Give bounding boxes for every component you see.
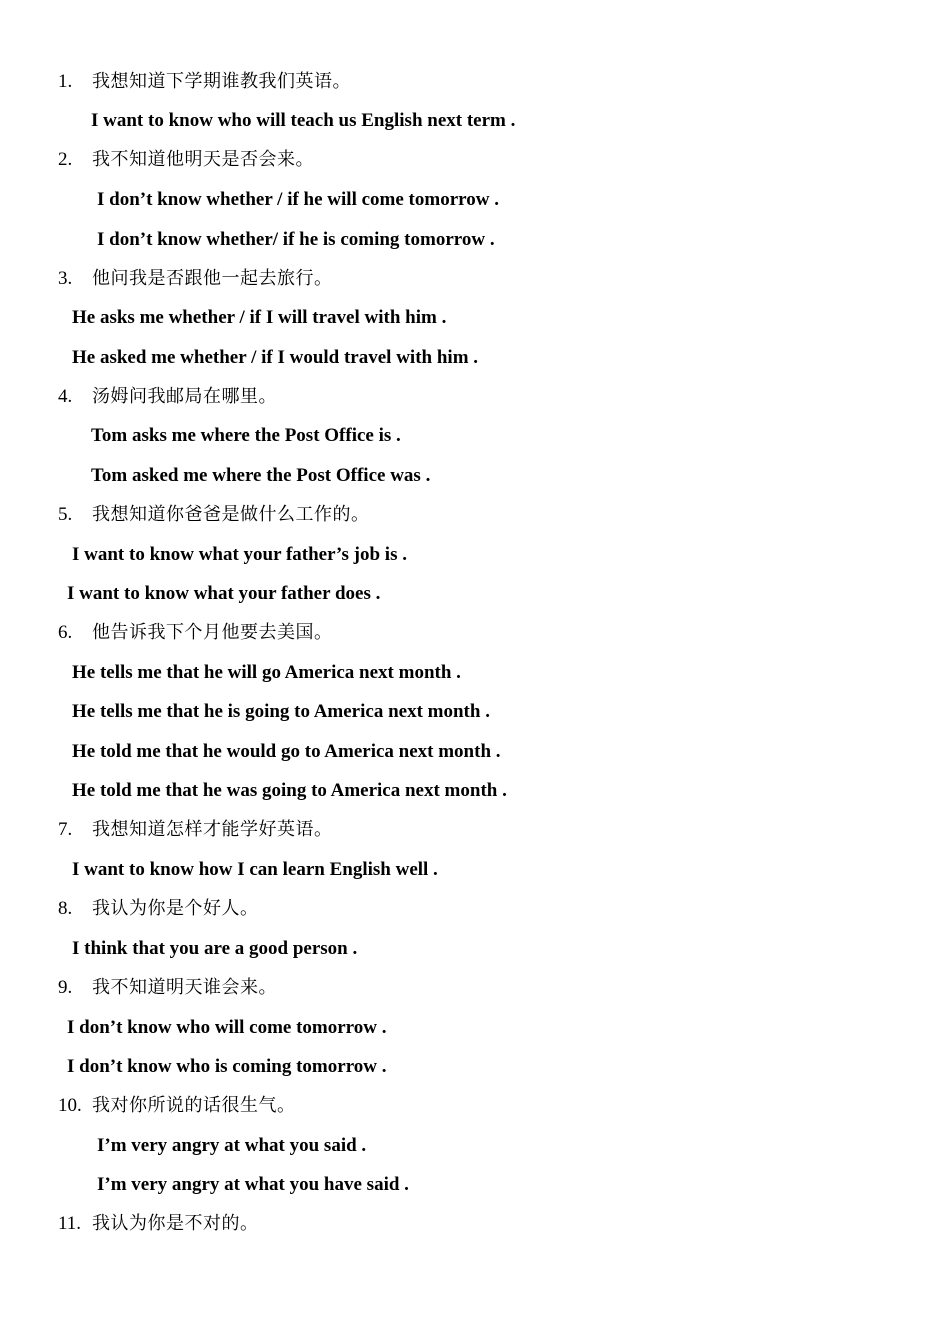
answer-line: I want to know who will teach us English next term . (91, 110, 516, 131)
question-text: 汤姆问我邮局在哪里。 (92, 386, 277, 407)
answer-line: He asked me whether / if I would travel with him . (72, 347, 479, 368)
question-text: 我想知道下学期谁教我们英语。 (92, 71, 351, 92)
answer-line: I want to know what your father does . (67, 583, 381, 604)
answer-line: I don’t know who will come tomorrow . (67, 1017, 387, 1038)
answer-line: I want to know what your father’s job is . (72, 544, 407, 565)
question-number: 9. (58, 977, 73, 998)
answer-line: Tom asked me where the Post Office was . (91, 465, 431, 486)
question-number: 5. (58, 504, 73, 525)
answer-line: I’m very angry at what you have said . (97, 1174, 409, 1195)
answer-line: He asks me whether / if I will travel with him . (72, 307, 447, 328)
answer-line: I don’t know whether / if he will come tomorrow . (97, 189, 499, 210)
answer-line: I think that you are a good person . (72, 938, 358, 959)
question-text: 我认为你是个好人。 (92, 898, 259, 919)
question-number: 10. (58, 1095, 82, 1116)
question-text: 我认为你是不对的。 (92, 1213, 259, 1234)
question-number: 3. (58, 268, 73, 289)
answer-line: He told me that he was going to America next month . (72, 780, 507, 801)
answer-line: I don’t know whether/ if he is coming tomorrow . (97, 229, 495, 250)
answer-line: I’m very angry at what you said . (97, 1135, 367, 1156)
answer-line: He tells me that he will go America next month . (72, 662, 461, 683)
question-number: 1. (58, 71, 73, 92)
question-text: 他问我是否跟他一起去旅行。 (92, 268, 333, 289)
answer-line: I don’t know who is coming tomorrow . (67, 1056, 387, 1077)
question-number: 2. (58, 149, 73, 170)
answer-line: He told me that he would go to America next month . (72, 741, 501, 762)
question-text: 我想知道你爸爸是做什么工作的。 (92, 504, 370, 525)
question-text: 我对你所说的话很生气。 (92, 1095, 296, 1116)
question-text: 他告诉我下个月他要去美国。 (92, 622, 333, 643)
question-text: 我不知道明天谁会来。 (92, 977, 277, 998)
answer-line: Tom asks me where the Post Office is . (91, 425, 401, 446)
question-number: 6. (58, 622, 73, 643)
question-number: 4. (58, 386, 73, 407)
answer-line: He tells me that he is going to America next month . (72, 701, 490, 722)
question-number: 11. (58, 1213, 82, 1234)
question-number: 8. (58, 898, 73, 919)
question-text: 我想知道怎样才能学好英语。 (92, 819, 333, 840)
question-text: 我不知道他明天是否会来。 (92, 149, 314, 170)
question-number: 7. (58, 819, 73, 840)
answer-line: I want to know how I can learn English well . (72, 859, 438, 880)
